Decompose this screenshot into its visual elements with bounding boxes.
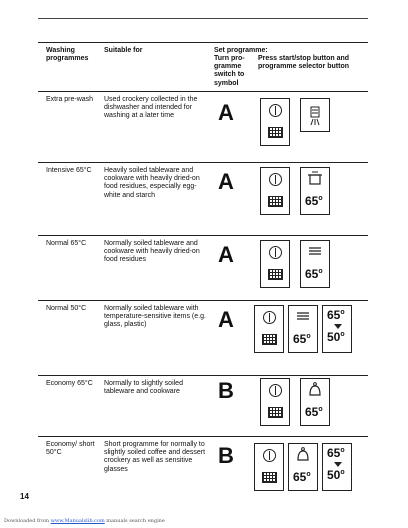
bell-icon	[289, 444, 317, 466]
top-rule	[38, 18, 368, 19]
degree-symbol: o	[340, 469, 345, 476]
table-row	[38, 375, 368, 436]
control-panel	[254, 305, 284, 353]
temperature-label	[327, 468, 345, 482]
temperature-value: 65	[327, 446, 341, 460]
control-panel	[260, 378, 290, 426]
table-header	[38, 42, 368, 91]
temperature-value: 50	[327, 330, 341, 344]
start-button-icon	[268, 127, 283, 138]
temperature-value: 65	[305, 267, 319, 281]
download-notice	[4, 518, 165, 524]
temperature-label	[305, 194, 323, 208]
switch-symbol-letter: A	[218, 169, 234, 194]
selector-panel	[300, 240, 330, 288]
header-press-button: Press start/stop button and programme selector button	[258, 55, 350, 71]
plates-icon	[289, 306, 317, 328]
programme-name: Normal 65°C	[46, 240, 87, 247]
programme-suitable: Normally soiled tableware with temperature-sensitive items (e.g. glass, plastic)	[104, 305, 206, 329]
pre-wash-spray-icon	[301, 99, 329, 131]
start-button-icon	[268, 269, 283, 280]
plates-icon	[301, 241, 329, 263]
table-row	[38, 91, 368, 162]
programme-name: Economy/ short 50°C	[46, 441, 95, 457]
programme-switch-icon	[269, 173, 282, 186]
control-panel	[260, 167, 290, 215]
temperature-label	[327, 308, 345, 322]
table-row	[38, 300, 368, 375]
temperature-value: 65	[327, 308, 341, 322]
arrow-down-icon	[334, 462, 342, 467]
programme-suitable: Used crockery collected in the dishwasher and intended for washing at a later time	[104, 96, 198, 120]
temperature-value: 65	[293, 332, 307, 346]
degree-symbol: o	[340, 331, 345, 338]
table-row	[38, 436, 368, 503]
temperature-value: 65	[293, 470, 307, 484]
degree-symbol: o	[318, 195, 323, 202]
temperature-label	[293, 470, 311, 484]
start-button-icon	[268, 196, 283, 207]
temperature-label	[293, 332, 311, 346]
page-number: 14	[20, 492, 29, 501]
programme-switch-icon	[263, 311, 276, 324]
programme-suitable: Short programme for normally to slightly soiled coffee and dessert crockery as well as sensitive glasses	[104, 441, 206, 473]
selector-panel	[300, 167, 330, 215]
programme-suitable: Heavily soiled tableware and cookware with heavily dried-on food residues, especially egg-white and starch	[104, 167, 200, 199]
temperature-selector-panel	[322, 443, 352, 491]
header-set-programme: Set programme:	[214, 47, 268, 54]
header-turn-switch: Turn pro- gramme switch to symbol	[214, 55, 245, 87]
programme-switch-icon	[269, 104, 282, 117]
programme-name: Normal 50°C	[46, 305, 87, 312]
bell-icon	[301, 379, 329, 401]
temperature-value: 65	[305, 194, 319, 208]
pot-icon	[301, 168, 329, 190]
arrow-down-icon	[334, 324, 342, 329]
download-suffix: manuals search engine	[104, 518, 165, 524]
header-suitable: Suitable for	[104, 47, 143, 54]
control-panel	[254, 443, 284, 491]
programme-switch-icon	[263, 449, 276, 462]
programme-switch-icon	[269, 246, 282, 259]
programme-suitable: Normally soiled tableware and cookware with heavily dried-on food residues	[104, 240, 200, 264]
selector-panel	[288, 305, 318, 353]
selector-panel	[300, 98, 330, 132]
degree-symbol: o	[318, 406, 323, 413]
temperature-label	[305, 405, 323, 419]
programme-name: Economy 65°C	[46, 380, 93, 387]
start-button-icon	[268, 407, 283, 418]
switch-symbol-letter: B	[218, 443, 234, 468]
start-button-icon	[262, 334, 277, 345]
start-button-icon	[262, 472, 277, 483]
switch-symbol-letter: B	[218, 378, 234, 403]
selector-panel	[300, 378, 330, 426]
degree-symbol: o	[340, 447, 345, 454]
programme-name: Extra pre-wash	[46, 96, 94, 103]
temperature-label	[327, 446, 345, 460]
control-panel	[260, 98, 290, 146]
download-prefix: Downloaded from	[4, 518, 51, 524]
degree-symbol: o	[318, 268, 323, 275]
header-programmes: Washing programmes	[46, 47, 89, 63]
manualslib-link[interactable]: www.Manualslib.com	[50, 518, 105, 524]
degree-symbol: o	[340, 309, 345, 316]
control-panel	[260, 240, 290, 288]
switch-symbol-letter: A	[218, 307, 234, 332]
switch-symbol-letter: A	[218, 242, 234, 267]
programme-name: Intensive 65°C	[46, 167, 92, 174]
switch-symbol-letter: A	[218, 100, 234, 125]
temperature-selector-panel	[322, 305, 352, 353]
temperature-value: 65	[305, 405, 319, 419]
temperature-value: 50	[327, 468, 341, 482]
degree-symbol: o	[306, 471, 311, 478]
table-row	[38, 235, 368, 300]
temperature-label	[305, 267, 323, 281]
selector-panel	[288, 443, 318, 491]
temperature-label	[327, 330, 345, 344]
programme-table	[38, 42, 368, 503]
programme-switch-icon	[269, 384, 282, 397]
table-row	[38, 162, 368, 235]
degree-symbol: o	[306, 333, 311, 340]
programme-suitable: Normally to slightly soiled tableware and cookware	[104, 380, 183, 396]
